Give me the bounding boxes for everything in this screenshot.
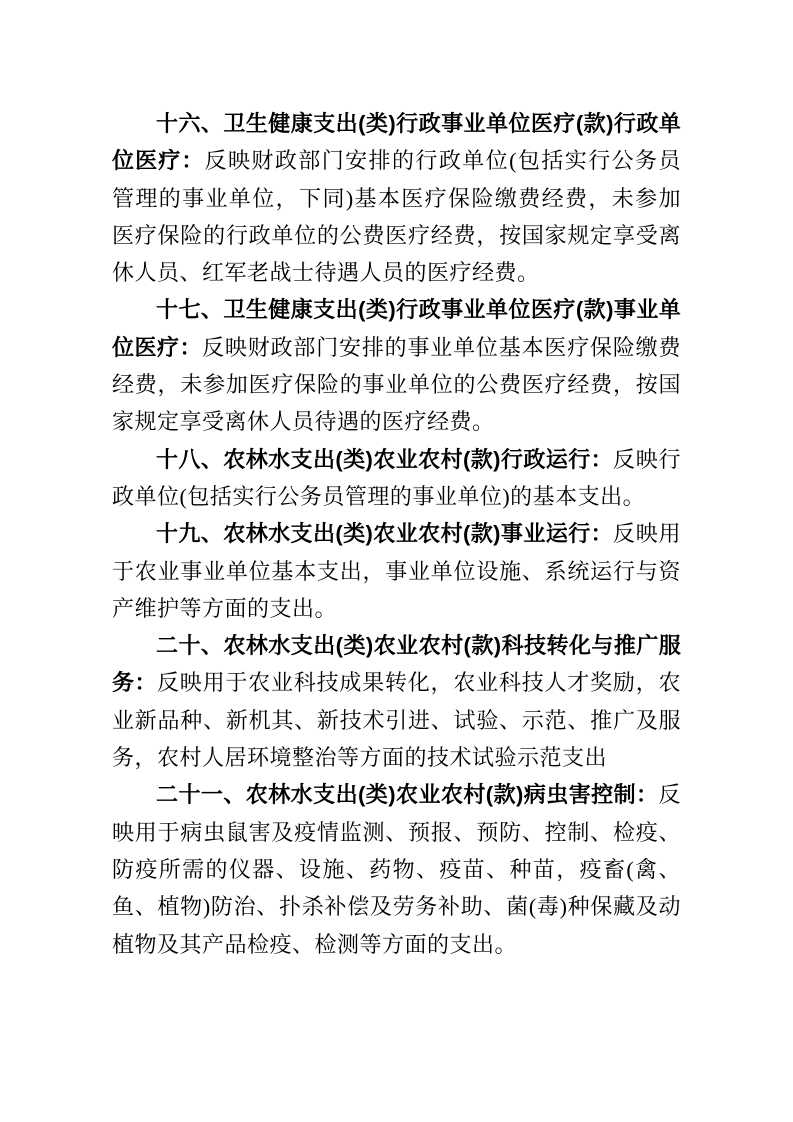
paragraph-body-18: 反映行政单位(包括实行公务员管理的事业单位)的基本支出。 — [112, 446, 681, 509]
paragraph-lead-17: 十七、卫生健康支出(类)行政事业单位医疗(款)事业单位医疗： — [112, 297, 681, 360]
paragraph-body-17: 反映财政部门安排的事业单位基本医疗保险缴费经费，未参加医疗保险的事业单位的公费医疗经费，按国家规定享受离休人员待遇的医疗经费。 — [112, 334, 681, 435]
paragraph-item-17 — [112, 291, 681, 440]
paragraph-body-19: 反映用于农业事业单位基本支出，事业单位设施、系统运行与资产维护等方面的支出。 — [112, 521, 681, 621]
paragraph-body-21: 反映用于病虫鼠害及疫情监测、预报、预防、控制、检疫、防疫所需的仪器、设施、药物、疫苗、种苗，疫畜(禽、鱼、植物)防治、扑杀补偿及劳务补助、菌(毒)种保藏及动植物及其产品检疫、检测等方面的支出。 — [112, 782, 681, 957]
paragraph-lead-18: 十八、农林水支出(类)农业农村(款)行政运行： — [156, 446, 614, 472]
paragraph-item-18 — [112, 441, 681, 516]
paragraph-lead-16: 十六、卫生健康支出(类)行政事业单位医疗(款)行政单位医疗： — [112, 111, 681, 174]
paragraph-body-20: 反映用于农业科技成果转化，农业科技人才奖励，农业新品种、新机其、新技术引进、试验、示范、推广及服务，农村人居环境整治等方面的技术试验示范支出 — [112, 670, 681, 771]
paragraph-item-16 — [112, 105, 681, 291]
paragraph-item-19 — [112, 515, 681, 627]
paragraph-lead-20: 二十、农林水支出(类)农业农村(款)科技转化与推广服务： — [112, 633, 681, 696]
paragraph-item-21 — [112, 776, 681, 962]
paragraph-lead-21: 二十一、农林水支出(类)农业农村(款)病虫害控制： — [156, 782, 659, 808]
paragraph-item-20 — [112, 627, 681, 776]
paragraph-lead-19: 十九、农林水支出(类)农业农村(款)事业运行： — [156, 521, 614, 547]
paragraph-body-16: 反映财政部门安排的行政单位(包括实行公务员管理的事业单位，下同)基本医疗保险缴费经费，未参加医疗保险的行政单位的公费医疗经费，按国家规定享受离休人员、红军老战士待遇人员的医疗经费。 — [112, 148, 681, 286]
